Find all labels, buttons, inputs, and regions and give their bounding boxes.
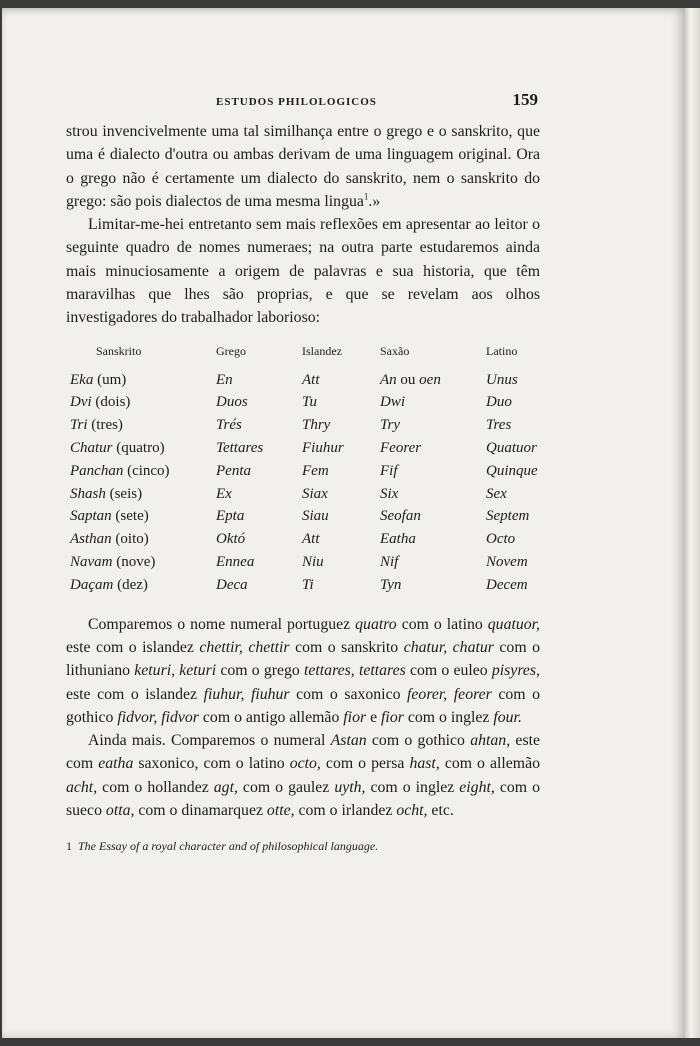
cell-latino [486,505,540,528]
p3-word: fidvor, fidvor [117,708,199,726]
sanskrit-word: Eka [70,371,94,388]
cell-islandez [302,437,380,460]
p4-text: com o allemão [439,755,540,773]
p4-text: Ainda mais. Comparemos o numeral [88,732,331,750]
p4-text: etc. [427,802,454,820]
cell-saxao [380,483,486,506]
numerals-table-row [66,528,540,551]
numerals-table-row [66,369,540,392]
footnote-reference: 1 [363,191,369,202]
saxon-word: Fif [380,462,398,479]
sanskrit-word: Saptan [70,508,112,525]
p4-text: com o hollandez [97,778,214,796]
cell-grego [216,391,302,414]
p4-word: agt, [213,778,238,796]
portuguese-gloss: (dois) [95,394,131,411]
p4-text: este com [66,732,540,773]
cell-islandez [302,483,380,506]
p4-text: com o sueco [66,778,540,820]
cell-sanskrito [66,483,216,506]
icelandic-word: Siau [302,508,329,525]
running-head-title: ESTUDOS PHILOLOGICOS [216,96,377,108]
numerals-table-row [66,574,540,597]
latin-word: Sex [486,485,507,502]
p4-word: eight, [459,778,495,796]
saxon-word: Dwi [380,394,406,411]
sanskrit-word: Tri [70,417,88,434]
latin-word: Quinque [486,462,538,479]
greek-word: Duos [216,394,248,411]
sanskrit-word: Shash [70,485,106,502]
greek-word: Epta [216,508,245,525]
p3-text: com o antigo allemão [198,708,344,726]
saxon-word: Tyn [380,576,402,593]
cell-sanskrito [66,460,216,483]
sanskrit-word: Navam [70,553,113,570]
icelandic-word: Att [302,371,320,388]
cell-islandez [302,551,380,574]
p4-word: otta, [105,802,135,820]
sanskrit-word: Chatur [70,439,113,456]
portuguese-gloss: (tres) [91,417,123,434]
page-edge [685,8,700,1038]
cell-grego [216,551,302,574]
p3-word: pisyres, [491,662,540,680]
p3-word: fior [343,708,367,726]
p3-word: tettares, tettares [304,662,406,680]
cell-islandez [302,391,380,414]
p3-word: feorer, feorer [407,685,492,703]
paragraph-1 [66,120,540,213]
p4-text: com o gaulez [237,778,335,796]
numerals-table-row [66,437,540,460]
cell-sanskrito [66,574,216,597]
cell-sanskrito [66,551,216,574]
greek-word: Deca [216,576,248,593]
p3-text: com o lithuniano [66,638,540,680]
p3-word: fior [381,708,404,726]
paragraph-3 [66,613,540,729]
cell-grego [216,460,302,483]
p4-word: hast, [409,755,440,773]
portuguese-gloss: (sete) [115,508,149,525]
latin-word: Octo [486,531,516,548]
p4-text: saxonico, com o latino [133,755,290,773]
p3-word: four. [493,708,522,726]
portuguese-gloss: (seis) [109,485,143,502]
cell-saxao [380,460,486,483]
saxon-word: Feorer [380,439,422,456]
cell-islandez [302,369,380,392]
p3-text: este com o islandez [66,685,204,703]
cell-grego [216,369,302,392]
p3-word: quatuor, [487,615,540,633]
icelandic-word: Siax [302,485,328,502]
numerals-table-row [66,551,540,574]
cell-saxao [380,391,486,414]
cell-sanskrito [66,391,216,414]
portuguese-gloss: (quatro) [116,439,165,456]
saxon-word: Seofan [380,508,421,525]
p3-text: com o gothico [66,685,540,726]
cell-latino [486,574,540,597]
cell-saxao [380,369,486,392]
cell-grego [216,528,302,551]
greek-word: En [216,371,233,388]
cell-islandez [302,528,380,551]
cell-sanskrito [66,414,216,437]
numerals-table-row [66,483,540,506]
saxon-word: An [380,371,397,388]
p3-text: Comparemos o nome numeral portuguez [88,615,356,633]
cell-saxao [380,505,486,528]
p3-text: este com o islandez [66,638,200,656]
p4-word: ahtan, [470,732,511,750]
p3-word: quatro [355,615,397,633]
portuguese-gloss: (nove) [116,553,156,570]
numerals-table-row [66,414,540,437]
numerals-table-body [66,369,540,597]
portuguese-gloss: (um) [97,371,127,388]
p3-word: chettir, chettir [199,638,290,656]
cell-grego [216,414,302,437]
p4-word: ocht, [396,802,428,820]
cell-sanskrito [66,505,216,528]
icelandic-word: Niu [302,553,324,570]
numerals-table-row [66,505,540,528]
saxon-word: Nif [380,553,399,570]
cell-latino [486,391,540,414]
p4-word: eatha [98,755,134,773]
col-header-islandez: Islandez [302,343,342,358]
latin-word: Decem [486,576,528,593]
page-content [66,88,540,854]
paragraph-1-end: .» [368,192,381,210]
cell-grego [216,574,302,597]
portuguese-gloss: (dez) [117,576,148,593]
p4-word: uyth, [334,778,366,796]
cell-sanskrito [66,528,216,551]
cell-saxao [380,551,486,574]
p3-text: com o latino [396,615,488,633]
icelandic-word: Ti [302,576,314,593]
saxon-or: ou [400,371,416,388]
cell-latino [486,369,540,392]
p4-text: com o inglez [365,778,460,796]
numerals-table-header-row [66,344,540,369]
p3-text: com o sanskrito [289,638,404,656]
p3-text: com o euleo [405,662,492,680]
footnote [66,838,540,854]
latin-word: Quatuor [486,439,537,456]
p4-word: otte, [266,802,295,820]
saxon-word: Eatha [380,531,416,548]
saxon-word: Try [380,417,401,434]
cell-grego [216,483,302,506]
cell-latino [486,414,540,437]
greek-word: Trés [216,417,242,434]
icelandic-word: Att [302,531,320,548]
sanskrit-word: Panchan [70,462,124,479]
col-header-grego: Grego [216,343,246,358]
greek-word: Penta [216,462,251,479]
cell-islandez [302,505,380,528]
p3-text: com o saxonico [289,685,408,703]
cell-saxao [380,414,486,437]
cell-islandez [302,460,380,483]
cell-grego [216,437,302,460]
running-head [66,88,540,114]
paragraph-1-text: strou invencivelmente uma tal similhança entre o grego e o sanskrito, que uma é dialecto d'outra ou ambas derivam de uma linguagem original. Ora o grego não é certamente um dialecto do sanskrito, nem o sanskrito do grego: são pois dialectos de uma mesma lingua [66,123,540,210]
cell-latino [486,460,540,483]
icelandic-word: Fiuhur [302,439,344,456]
page-number: 159 [512,90,538,109]
cell-grego [216,505,302,528]
latin-word: Duo [486,394,512,411]
col-header-latino: Latino [486,343,518,358]
latin-word: Tres [486,417,512,434]
greek-word: Ex [216,485,232,502]
saxon-word: Six [380,485,399,502]
p3-text: com o grego [216,662,304,680]
latin-word: Unus [486,371,518,388]
p4-text: com o gothico [366,732,471,750]
cell-latino [486,528,540,551]
cell-sanskrito [66,437,216,460]
footnote-text: The Essay of a royal character and of philosophical language. [78,839,379,854]
col-header-sanskrito: Sanskrito [96,343,142,358]
cell-latino [486,551,540,574]
paragraph-4 [66,729,540,822]
sanskrit-word: Asthan [70,531,112,548]
portuguese-gloss: (cinco) [127,462,170,479]
greek-word: Tettares [216,439,264,456]
cell-islandez [302,414,380,437]
footnote-mark: 1 [66,839,72,854]
p4-word: octo, [289,755,321,773]
icelandic-word: Thry [302,417,331,434]
p3-word: chatur, chatur [403,638,494,656]
latin-word: Septem [486,508,530,525]
numerals-table-row [66,391,540,414]
cell-latino [486,437,540,460]
cell-sanskrito [66,369,216,392]
p4-text: com o persa [320,755,410,773]
p4-text: com o dinamarquez [134,802,267,820]
icelandic-word: Fem [302,462,329,479]
cell-saxao [380,437,486,460]
p3-word: keturi, keturi [134,662,217,680]
p4-word: acht, [66,778,98,796]
p3-text: com o inglez [403,708,494,726]
paragraph-2: Limitar-me-hei entretanto sem mais reflexões em apresentar ao leitor o seguinte quadro de nomes numeraes; na outra parte estudaremos ainda mais minuciosamente a origem de palavras e sua historia, que têm maravilhas que lhes são proprias, e que se revelam aos olhos investigadores do trabalhador laborioso: [66,216,540,327]
latin-word: Novem [486,553,528,570]
portuguese-gloss: (oito) [115,531,149,548]
col-header-saxao: Saxão [380,343,410,358]
p4-word: Astan [330,732,367,750]
p4-text: com o irlandez [294,802,397,820]
cell-islandez [302,574,380,597]
cell-saxao [380,528,486,551]
numerals-table-row [66,460,540,483]
sanskrit-word: Daçam [70,576,114,593]
saxon-word-alt: oen [419,371,441,388]
p3-text: e [366,708,382,726]
cell-saxao [380,574,486,597]
p3-word: fiuhur, fiuhur [203,685,290,703]
greek-word: Októ [216,531,246,548]
icelandic-word: Tu [302,394,318,411]
sanskrit-word: Dvi [70,394,92,411]
numerals-table [66,344,540,597]
cell-latino [486,483,540,506]
greek-word: Ennea [216,553,255,570]
